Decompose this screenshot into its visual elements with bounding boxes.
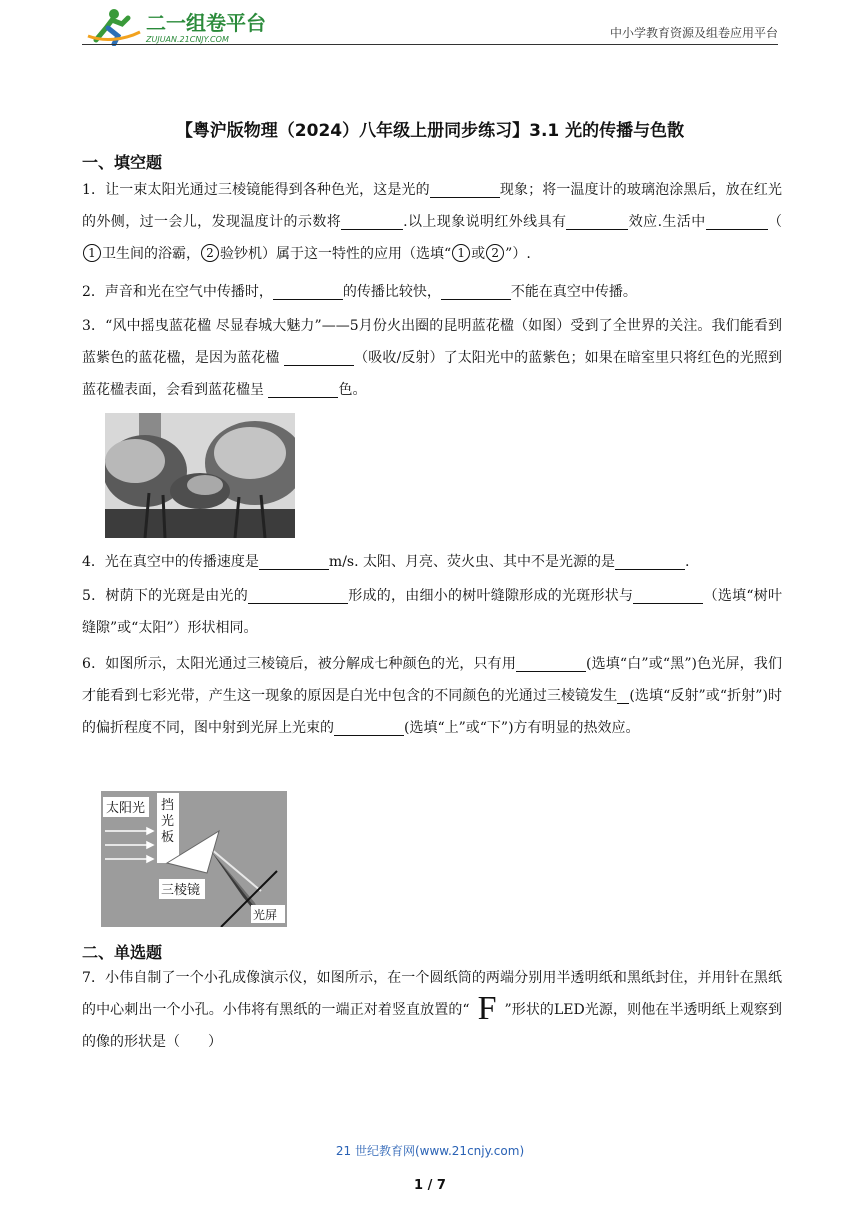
answer-blank[interactable] [706, 211, 768, 230]
question-7: 7．小伟自制了一个小孔成像演示仪，如图所示，在一个圆纸筒的两端分别用半透明纸和黑纸封住，并用针在黑纸的中心刺出一个小孔。小伟将有黑纸的一端正对着竖直放置的“ F ”形状的LED光源，则他在半透明纸上观察到的像的形状是（ ） [82, 970, 783, 1050]
header-divider [82, 44, 778, 45]
answer-blank[interactable] [617, 685, 629, 704]
logo-subtext: ZUJUAN.21CNJY.COM [146, 35, 229, 44]
jacaranda-photo [105, 413, 295, 538]
page-number: 1 / 7 [414, 1178, 446, 1193]
answer-blank[interactable] [615, 551, 685, 570]
question-5: 5．树荫下的光斑是由光的 形成的，由细小的树叶缝隙形成的光斑形状与 （选填“树叶缝隙”或“太阳”）形状相同。 [82, 580, 782, 644]
section-heading-fill-blank: 一、填空题 [82, 153, 163, 172]
board-label: 光 [161, 814, 175, 829]
answer-blank[interactable] [566, 211, 628, 230]
circled-number: 2 [201, 244, 219, 262]
circled-number: 1 [452, 244, 470, 262]
answer-blank[interactable] [284, 347, 354, 366]
answer-blank[interactable] [516, 653, 586, 672]
answer-blank[interactable] [441, 281, 511, 300]
answer-blank[interactable] [334, 717, 404, 736]
circled-number: 1 [83, 244, 101, 262]
footer-website[interactable]: 21 世纪教育网(www.21cnjy.com) [335, 1144, 525, 1158]
running-man-icon [88, 9, 140, 44]
logo-text: 二一组卷平台 [146, 11, 266, 35]
site-logo [84, 6, 284, 46]
prism-label: 三棱镜 [161, 883, 201, 898]
prism-diagram [101, 791, 287, 927]
question-3: 3．“风中摇曳蓝花楹 尽显春城大魅力”——5月份火出圈的昆明蓝花楹（如图）受到了全世界的关注。我们能看到蓝紫色的蓝花楹，是因为蓝花楹 （吸收/反射）了太阳光中的蓝紫色；如果在暗室里只将红色的光照到蓝花楹表面，会看到蓝花楹呈 色。 [82, 318, 783, 398]
answer-blank[interactable] [268, 379, 338, 398]
answer-blank[interactable] [259, 551, 329, 570]
answer-blank[interactable] [430, 179, 500, 198]
sunlight-label: 太阳光 [106, 801, 146, 816]
f-shape-light-source: F [477, 990, 497, 1027]
screen-label: 光屏 [253, 908, 278, 922]
document-title: 【粤沪版物理（2024）八年级上册同步练习】3.1 光的传播与色散 [175, 121, 685, 141]
answer-blank[interactable] [341, 211, 403, 230]
question-4: 4．光在真空中的传播速度是 m/s. 太阳、月亮、荧火虫、其中不是光源的是 . [82, 546, 782, 578]
board-label: 板 [161, 830, 175, 845]
question-2: 2．声音和光在空气中传播时， 的传播比较快， 不能在真空中传播。 [82, 276, 782, 308]
question-6: 6．如图所示，太阳光通过三棱镜后，被分解成七种颜色的光，只有用 (选填“白”或“黑”)色光屏，我们才能看到七彩光带，产生这一现象的原因是白光中包含的不同颜色的光通过三棱镜发生 (选填“反射”或“折射”)时的偏折程度不同，图中射到光屏上光束的 (选填“上”或“下”)方有明显的热效应。 [82, 648, 782, 744]
circled-number: 2 [486, 244, 504, 262]
answer-blank[interactable] [248, 585, 348, 604]
section-heading-single-choice: 二、单选题 [82, 943, 163, 962]
question-1: 1．让一束太阳光通过三棱镜能得到各种色光，这是光的 现象；将一温度计的玻璃泡涂黑后，放在红光的外侧，过一会儿，发现温度计的示数将 .以上现象说明红外线具有 效应.生活中 （1 卫生间的浴霸， 2 验钞机）属于这一特性的应用（选填“ 1 或 2 ”）. [82, 174, 782, 270]
answer-blank[interactable] [273, 281, 343, 300]
board-label: 挡 [161, 798, 175, 813]
header-right-text: 中小学教育资源及组卷应用平台 [609, 26, 778, 40]
answer-blank[interactable] [633, 585, 703, 604]
